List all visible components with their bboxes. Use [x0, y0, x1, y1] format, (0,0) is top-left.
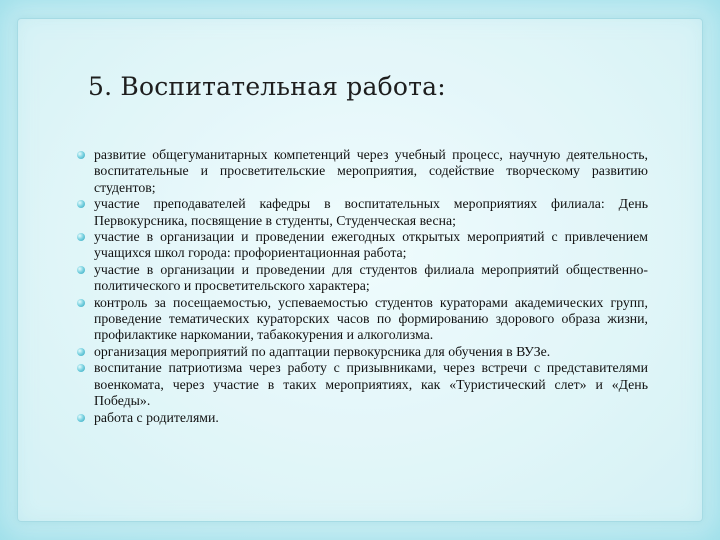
bullet-icon	[77, 266, 85, 274]
list-item	[76, 360, 648, 409]
list-item	[76, 344, 648, 360]
list-item	[76, 262, 648, 295]
bullet-icon	[77, 151, 85, 159]
bullet-icon	[77, 364, 85, 372]
list-item	[76, 295, 648, 344]
list-item	[76, 410, 648, 426]
list-item	[76, 147, 648, 196]
list-item-text: контроль за посещаемостью, успеваемостью студентов кураторами академических групп, проведение тематических кураторских часов по формированию здорового образа жизни, профилактике наркомании, табакокурения и алкоголизма.	[94, 294, 648, 343]
bullet-icon	[77, 299, 85, 307]
list-item-text: участие преподавателей кафедры в воспитательных мероприятиях филиала: День Первокурсника, посвящение в студенты, Студенческая весна;	[94, 196, 648, 228]
list-item	[76, 229, 648, 262]
list-item-text: участие в организации и проведении ежегодных открытых мероприятий с привлечением учащихся школ города: профориентационная работа;	[94, 229, 648, 261]
bullet-icon	[77, 348, 85, 356]
bullet-icon	[77, 200, 85, 208]
list-item-text: развитие общегуманитарных компетенций через учебный процесс, научную деятельность, воспитательные и просветительские мероприятия, содействие творческому развитию студентов;	[94, 147, 648, 195]
bullet-icon	[77, 414, 85, 422]
list-item-text: работа с родителями.	[94, 409, 219, 425]
bullet-icon	[77, 233, 85, 241]
bullet-list	[76, 147, 648, 426]
list-item-text: участие в организации и проведении для студентов филиала мероприятий общественно-политического и просветительского характера;	[94, 261, 648, 294]
slide-title: 5. Воспитательная работа:	[88, 72, 446, 101]
list-item-text: воспитание патриотизма через работу с призывниками, через встречи с представителями военкомата, через участие в таких мероприятиях, как «Туристический слет» и «День Победы».	[94, 360, 648, 409]
list-item	[76, 196, 648, 229]
list-item-text: организация мероприятий по адаптации первокурсника для обучения в ВУЗе.	[94, 343, 551, 359]
